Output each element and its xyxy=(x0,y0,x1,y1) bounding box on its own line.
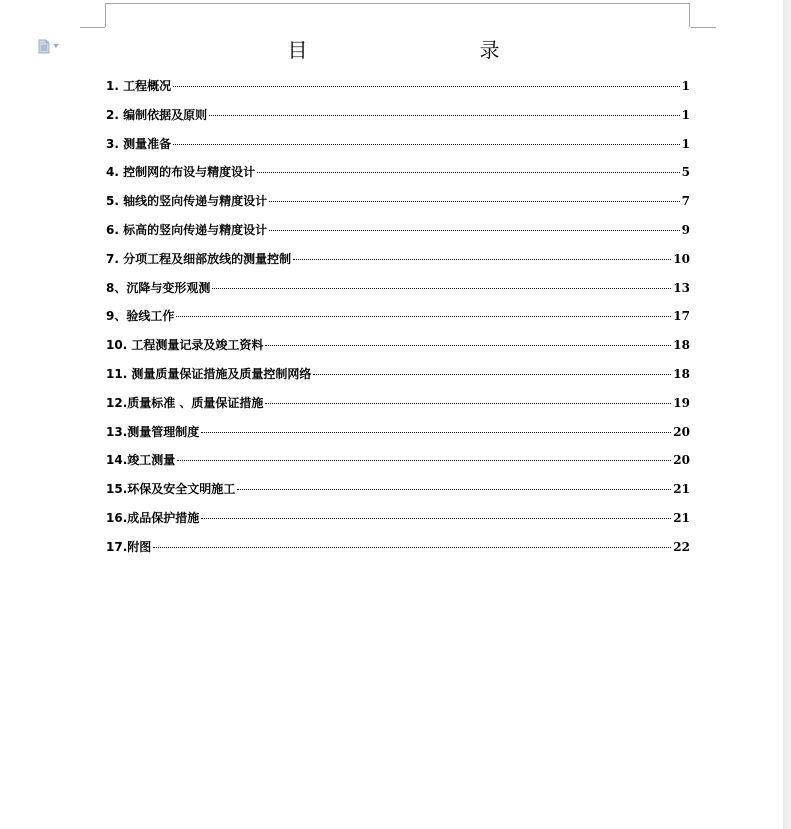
toc-dot-leader xyxy=(293,259,671,260)
toc-entry[interactable] xyxy=(106,163,690,192)
toc-entry-label: 5. 轴线的竖向传递与精度设计 xyxy=(106,194,268,209)
toc-dot-leader xyxy=(201,432,671,433)
toc-entry[interactable] xyxy=(106,106,690,135)
header-margin-mark-left xyxy=(80,27,105,28)
toc-entry-page-number: 18 xyxy=(673,366,690,381)
toc-entry-page-number: 19 xyxy=(673,395,690,410)
toc-entry-page-number: 21 xyxy=(673,510,690,525)
toc-entry[interactable] xyxy=(106,192,690,221)
toc-dot-leader xyxy=(313,374,671,375)
toc-dot-leader xyxy=(209,115,680,116)
toc-entry-label: 1. 工程概况 xyxy=(106,79,172,93)
toc-dot-leader xyxy=(176,316,671,317)
toc-dot-leader xyxy=(173,86,680,87)
toc-entry-label: 7. 分项工程及细部放线的测量控制 xyxy=(106,251,292,266)
table-of-contents xyxy=(106,77,690,567)
toc-entry-label: 13.测量管理制度 xyxy=(106,424,200,439)
toc-entry-page-number: 18 xyxy=(673,338,690,353)
toc-entry-page-number: 21 xyxy=(673,482,690,497)
toc-entry-page-number: 1 xyxy=(681,79,690,93)
toc-entry[interactable] xyxy=(106,77,690,106)
toc-entry-page-number: 20 xyxy=(673,453,690,468)
toc-entry[interactable] xyxy=(106,336,690,365)
toc-entry[interactable] xyxy=(106,451,690,480)
toc-entry[interactable] xyxy=(106,365,690,394)
toc-entry-label: 4. 控制网的布设与精度设计 xyxy=(106,165,256,180)
toc-entry[interactable] xyxy=(106,250,690,279)
toc-entry-label: 16.成品保护措施 xyxy=(106,510,200,525)
toc-dot-leader xyxy=(201,518,671,519)
toc-entry[interactable] xyxy=(106,279,690,308)
toc-entry-label: 12.质量标准 、质量保证措施 xyxy=(106,395,264,410)
toc-entry[interactable] xyxy=(106,221,690,250)
toc-entry-page-number: 5 xyxy=(681,165,690,180)
toc-dot-leader xyxy=(212,288,671,289)
toc-entry-page-number: 22 xyxy=(673,539,690,554)
toc-dot-leader xyxy=(265,345,671,346)
toc-entry-label: 10. 工程测量记录及竣工资料 xyxy=(106,338,264,353)
page-edge-shadow xyxy=(783,0,791,829)
toc-entry[interactable] xyxy=(106,423,690,452)
header-area-boundary xyxy=(105,3,690,27)
toc-dot-leader xyxy=(177,460,671,461)
toc-entry-page-number: 1 xyxy=(681,136,690,151)
toc-entry-page-number: 1 xyxy=(681,107,690,122)
toc-title: 目 录 xyxy=(287,38,544,62)
toc-entry-page-number: 20 xyxy=(673,424,690,439)
toc-entry-label: 14.竣工测量 xyxy=(106,453,176,468)
toc-entry-page-number: 13 xyxy=(673,280,690,295)
header-margin-mark-right xyxy=(691,27,716,28)
toc-entry-label: 8、沉降与变形观测 xyxy=(106,280,211,295)
toc-entry[interactable] xyxy=(106,480,690,509)
toc-entry[interactable] xyxy=(106,538,690,567)
toc-dot-leader xyxy=(257,172,680,173)
toc-entry-label: 3. 测量准备 xyxy=(106,136,172,151)
toc-entry-label: 17.附图 xyxy=(106,539,152,554)
toc-entry[interactable] xyxy=(106,394,690,423)
toc-dot-leader xyxy=(173,144,680,145)
toc-entry-page-number: 7 xyxy=(681,194,690,209)
toc-entry-label: 2. 编制依据及原则 xyxy=(106,107,208,122)
toc-dot-leader xyxy=(269,230,680,231)
toc-entry-label: 6. 标高的竖向传递与精度设计 xyxy=(106,222,268,237)
toc-entry-page-number: 9 xyxy=(681,222,690,237)
toc-entry[interactable] xyxy=(106,307,690,336)
toc-entry[interactable] xyxy=(106,135,690,164)
toc-entry-label: 11. 测量质量保证措施及质量控制网络 xyxy=(106,366,312,381)
toc-dot-leader xyxy=(237,489,671,490)
toc-dot-leader xyxy=(265,403,671,404)
toc-entry-page-number: 10 xyxy=(673,251,690,266)
toc-entry-label: 15.环保及安全文明施工 xyxy=(106,482,236,497)
toc-entry-page-number: 17 xyxy=(673,309,690,324)
toc-entry[interactable] xyxy=(106,509,690,538)
toc-dot-leader xyxy=(153,547,671,548)
toc-entry-label: 9、验线工作 xyxy=(106,309,175,324)
toc-dot-leader xyxy=(269,201,680,202)
